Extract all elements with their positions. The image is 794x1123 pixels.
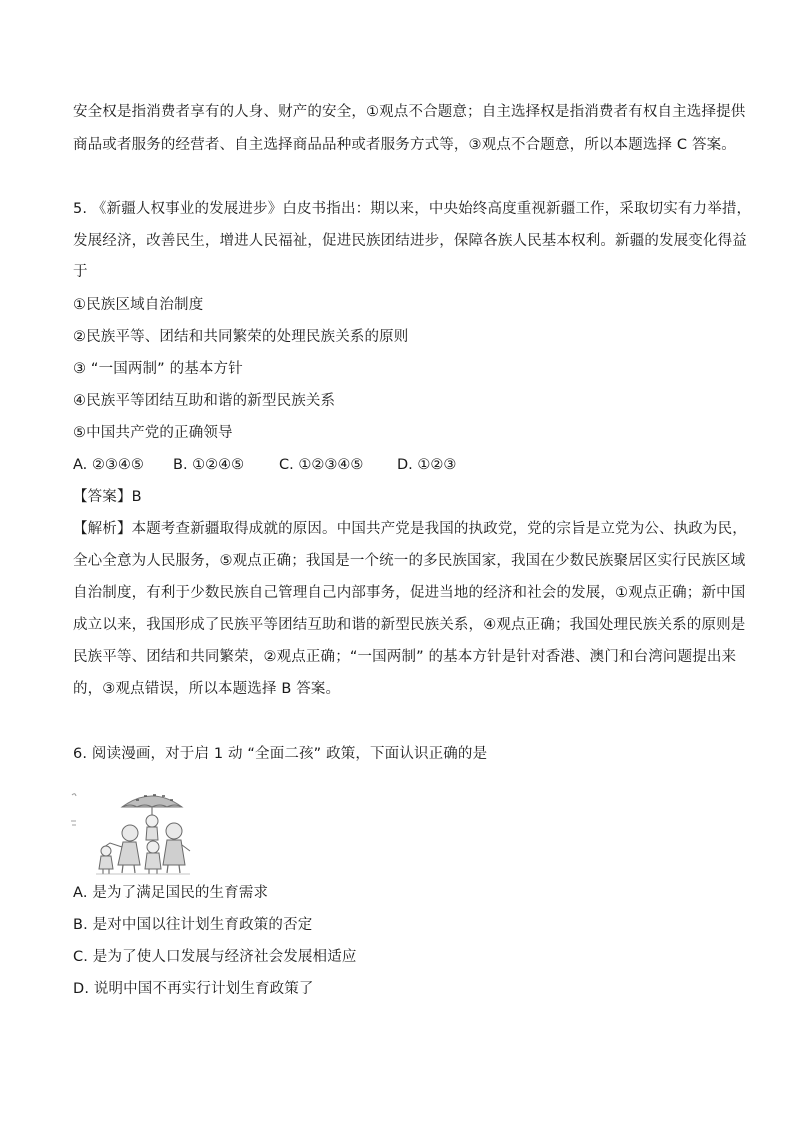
q5-item-2: ②民族平等、团结和共同繁荣的处理民族关系的原则 [73, 329, 409, 345]
q5-options [73, 456, 723, 474]
q5-option-c: C. ①②③④⑤ [279, 457, 364, 473]
q6-option-a: A. 是为了满足国民的生育需求 [73, 885, 269, 901]
q5-item-1: ①民族区域自治制度 [73, 297, 204, 313]
q5-item-5: ⑤中国共产党的正确领导 [73, 425, 233, 441]
q6-stem: 6. 阅读漫画，对于启 1 动 “全面二孩” 政策，下面认识正确的是 [73, 746, 488, 762]
q5-option-d: D. ①②③ [397, 457, 457, 473]
q5-option-a: A. ②③④⑤ [73, 457, 144, 473]
q4-explanation-line-2: 商品或者服务的经营者、自主选择商品品种或者服务方式等，③观点不合题意，所以本题选择 C 答案。 [73, 137, 736, 153]
q6-option-b: B. 是对中国以往计划生育政策的否定 [73, 917, 313, 933]
q5-answer: 【答案】B [73, 489, 142, 505]
q5-stem-line-3: 于 [73, 264, 88, 280]
q5-analysis-line-2: 全心全意为人民服务，⑤观点正确；我国是一个统一的多民族国家，我国在少数民族聚居区实行民族区域 [73, 553, 746, 569]
q5-analysis-line-3: 自治制度，有利于少数民族自己管理自己内部事务，促进当地的经济和社会的发展，①观点正确；新中国 [73, 585, 746, 601]
q6-option-d: D. 说明中国不再实行计划生育政策了 [73, 981, 314, 997]
cartoon-image [70, 785, 195, 875]
q5-analysis-line-6: 的，③观点错误，所以本题选择 B 答案。 [73, 681, 341, 697]
q6-option-c: C. 是为了使人口发展与经济社会发展相适应 [73, 949, 357, 965]
q5-item-3: ③ “一国两制” 的基本方针 [73, 361, 243, 377]
q5-option-b: B. ①②④⑤ [173, 457, 245, 473]
q5-analysis-line-5: 民族平等、团结和共同繁荣，②观点正确；“一国两制” 的基本方针是针对香港、澳门和台湾问题提出来 [73, 649, 737, 665]
q4-explanation-line-1: 安全权是指消费者享有的人身、财产的安全，①观点不合题意；自主选择权是指消费者有权自主选择提供 [73, 104, 746, 120]
q5-stem-line-1: 5. 《新疆人权事业的发展进步》白皮书指出：期以来，中央始终高度重视新疆工作，采取切实有力举措， [73, 201, 752, 217]
q5-item-4: ④民族平等团结互助和谐的新型民族关系 [73, 393, 336, 409]
q5-analysis-line-4: 成立以来，我国形成了民族平等团结互助和谐的新型民族关系，④观点正确；我国处理民族关系的原则是 [73, 617, 746, 633]
q5-analysis-line-1: 【解析】本题考查新疆取得成就的原因。中国共产党是我国的执政党，党的宗旨是立党为公、执政为民， [73, 521, 747, 537]
q5-stem-line-2: 发展经济，改善民生，增进人民福祉，促进民族团结进步，保障各族人民基本权利。新疆的发展变化得益 [73, 233, 747, 249]
